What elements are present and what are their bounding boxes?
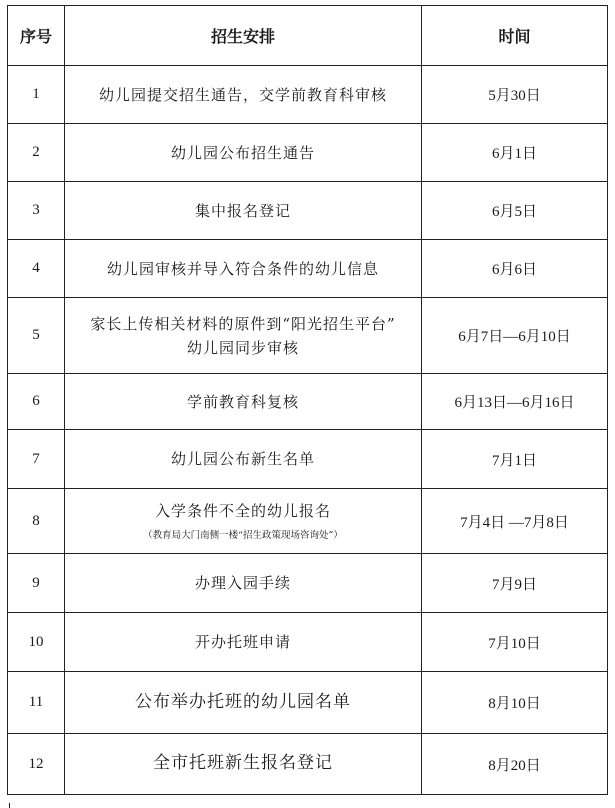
row-number: 5 — [8, 298, 65, 374]
header-row — [8, 6, 608, 66]
row-arrangement: 办理入园手续 — [65, 554, 422, 613]
row-arrangement: 幼儿园审核并导入符合条件的幼儿信息 — [65, 240, 422, 298]
table-row — [8, 240, 608, 298]
table-row — [8, 613, 608, 672]
table-row — [8, 374, 608, 430]
row-time: 7月1日 — [422, 430, 608, 489]
arrangement-line: 幼儿园同步审核 — [186, 338, 299, 357]
row-number: 6 — [8, 374, 65, 430]
table-row — [8, 430, 608, 489]
page-edge-mark — [9, 803, 10, 808]
row-number: 3 — [8, 182, 65, 240]
row-number: 7 — [8, 430, 65, 489]
row-arrangement — [65, 489, 422, 554]
row-arrangement: 开办托班申请 — [65, 613, 422, 672]
table-row — [8, 734, 608, 795]
table-row — [8, 298, 608, 374]
arrangement-line: 家长上传相关材料的原件到“阳光招生平台” — [90, 314, 396, 333]
header-time: 时间 — [422, 6, 608, 66]
table-row — [8, 124, 608, 182]
table-row — [8, 489, 608, 554]
row-number: 9 — [8, 554, 65, 613]
table-row — [8, 182, 608, 240]
row-arrangement: 公布举办托班的幼儿园名单 — [65, 672, 422, 734]
row-arrangement: 学前教育科复核 — [65, 374, 422, 430]
row-number: 2 — [8, 124, 65, 182]
table-row — [8, 672, 608, 734]
row-arrangement — [65, 298, 422, 374]
location-note: （教育局大门南侧一楼“招生政策现场咨询处”） — [143, 530, 343, 542]
row-number: 4 — [8, 240, 65, 298]
row-time: 6月6日 — [422, 240, 608, 298]
table-body — [8, 66, 608, 795]
row-time: 7月10日 — [422, 613, 608, 672]
row-time: 6月1日 — [422, 124, 608, 182]
row-time: 6月7日—6月10日 — [422, 298, 608, 374]
table-header — [8, 6, 608, 66]
row-arrangement: 幼儿园公布新生名单 — [65, 430, 422, 489]
row-number: 1 — [8, 66, 65, 124]
row-time: 7月4日 —7月8日 — [422, 489, 608, 554]
row-time: 6月13日—6月16日 — [422, 374, 608, 430]
row-time: 5月30日 — [422, 66, 608, 124]
row-arrangement: 集中报名登记 — [65, 182, 422, 240]
header-arrangement: 招生安排 — [65, 6, 422, 66]
row-number: 11 — [8, 672, 65, 734]
arrangement-line: 入学条件不全的幼儿报名 — [154, 502, 331, 521]
row-time: 8月20日 — [422, 734, 608, 795]
row-arrangement: 幼儿园公布招生通告 — [65, 124, 422, 182]
table-row — [8, 66, 608, 124]
enrollment-schedule-table — [7, 5, 608, 795]
row-time: 7月9日 — [422, 554, 608, 613]
row-number: 8 — [8, 489, 65, 554]
header-no: 序号 — [8, 6, 65, 66]
row-number: 10 — [8, 613, 65, 672]
row-arrangement: 全市托班新生报名登记 — [65, 734, 422, 795]
row-time: 8月10日 — [422, 672, 608, 734]
row-arrangement: 幼儿园提交招生通告，交学前教育科审核 — [65, 66, 422, 124]
table-row — [8, 554, 608, 613]
row-time: 6月5日 — [422, 182, 608, 240]
row-number: 12 — [8, 734, 65, 795]
